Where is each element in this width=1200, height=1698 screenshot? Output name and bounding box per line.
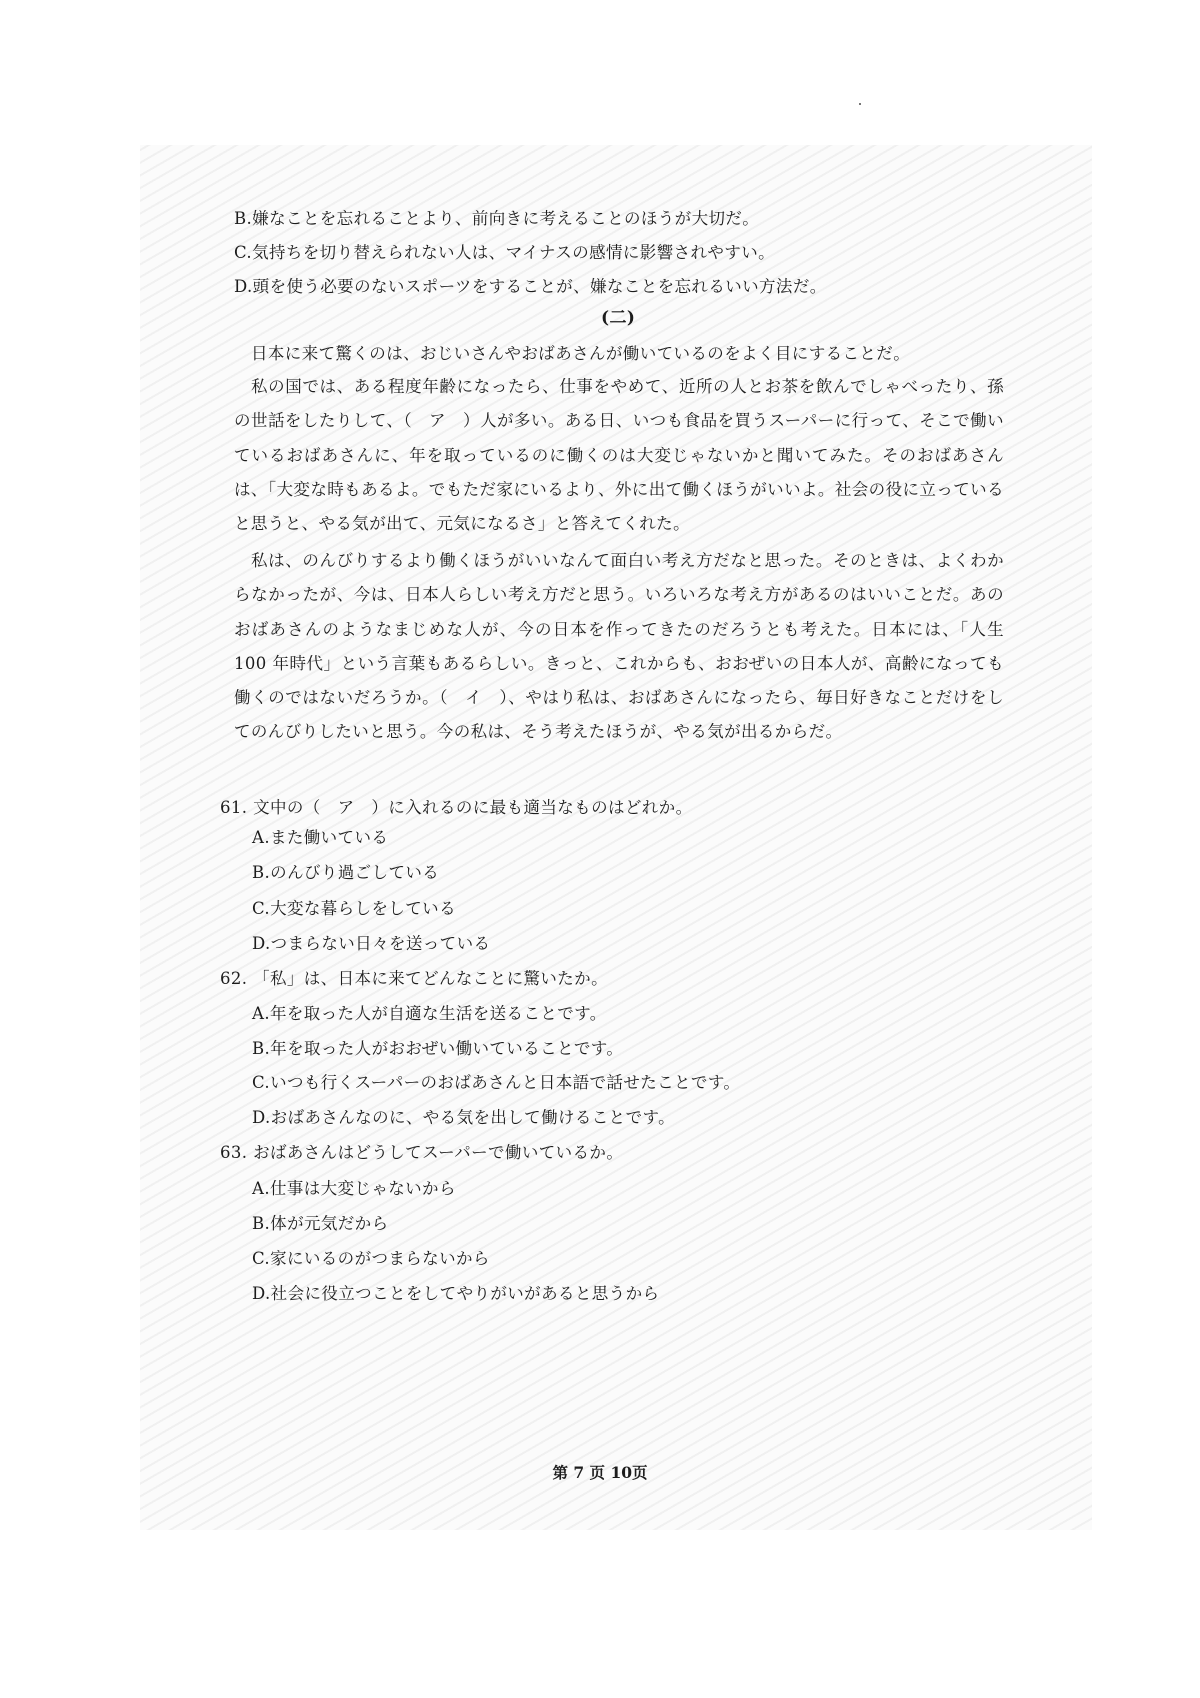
page-number-footer: 第 7 页 10页 <box>552 1463 648 1482</box>
passage-paragraph-1: 日本に来て驚くのは、おじいさんやおばあさんが働いているのをよく目にすることだ。 <box>251 344 911 363</box>
question-63-option-a: A.仕事は大変じゃないから <box>252 1179 456 1198</box>
scan-speck <box>859 103 861 105</box>
question-61-option-a: A.また働いている <box>252 828 389 847</box>
passage-paragraph-2: 私の国では、ある程度年齢になったら、仕事をやめて、近所の人とお茶を飲んでしゃべったり、孫の世話をしたりして、（ ア ）人が多い。ある日、いつも食品を買うスーパーに行って、そこで働いているおばあさんに、年を取っているのに働くのは大変じゃないかと聞いてみた。そのおばあさんは、「大変な時もあるよ。でもただ家にいるより、外に出て働くほうがいいよ。社会の役に立っていると思うと、やる気が出て、元気になるさ」と答えてくれた。 <box>234 377 1004 534</box>
question-61-option-d: D.つまらない日々を送っている <box>252 934 491 953</box>
question-61-option-c: C.大変な暮らしをしている <box>252 899 456 918</box>
question-63-stem: 63. おばあさんはどうしてスーパーで働いているか。 <box>220 1143 624 1162</box>
question-63-option-c: C.家にいるのがつまらないから <box>252 1249 490 1268</box>
prev-option-b: B.嫌なことを忘れることより、前向きに考えることのほうが大切だ。 <box>234 209 760 228</box>
question-63-option-b: B.体が元気だから <box>252 1214 389 1233</box>
question-61-stem: 61. 文中の（ ア ）に入れるのに最も適当なものはどれか。 <box>220 798 693 817</box>
prev-option-c: C.気持ちを切り替えられない人は、マイナスの感情に影響されやすい。 <box>234 243 775 262</box>
question-62-option-b: B.年を取った人がおおぜい働いていることです。 <box>252 1039 624 1058</box>
section-heading: (二) <box>601 308 636 328</box>
question-62-stem: 62. 「私」は、日本に来てどんなことに驚いたか。 <box>220 969 608 988</box>
question-62-option-c: C.いつも行くスーパーのおばあさんと日本語で話せたことです。 <box>252 1073 741 1092</box>
passage-paragraph-3: 私は、のんびりするより働くほうがいいなんて面白い考え方だなと思った。そのときは、よくわからなかったが、今は、日本人らしい考え方だと思う。いろいろな考え方があるのはいいことだ。あのおばあさんのようなまじめな人が、今の日本を作ってきたのだろうとも考えた。日本には、「人生 100 年時代」という言葉もあるらしい。きっと、これからも、おおぜいの日本人が、高齢になっても働くのではないだろうか。（ イ ）、やはり私は、おばあさんになったら、毎日好きなことだけをしてのんびりしたいと思う。今の私は、そう考えたほうが、やる気が出るからだ。 <box>234 551 1004 742</box>
prev-option-d: D.頭を使う必要のないスポーツをすることが、嫌なことを忘れるいい方法だ。 <box>234 277 827 296</box>
question-62-option-a: A.年を取った人が自適な生活を送ることです。 <box>252 1004 607 1023</box>
question-63-option-d: D.社会に役立つことをしてやりがいがあると思うから <box>252 1284 660 1303</box>
question-62-option-d: D.おばあさんなのに、やる気を出して働けることです。 <box>252 1108 675 1127</box>
question-61-option-b: B.のんびり過ごしている <box>252 863 440 882</box>
